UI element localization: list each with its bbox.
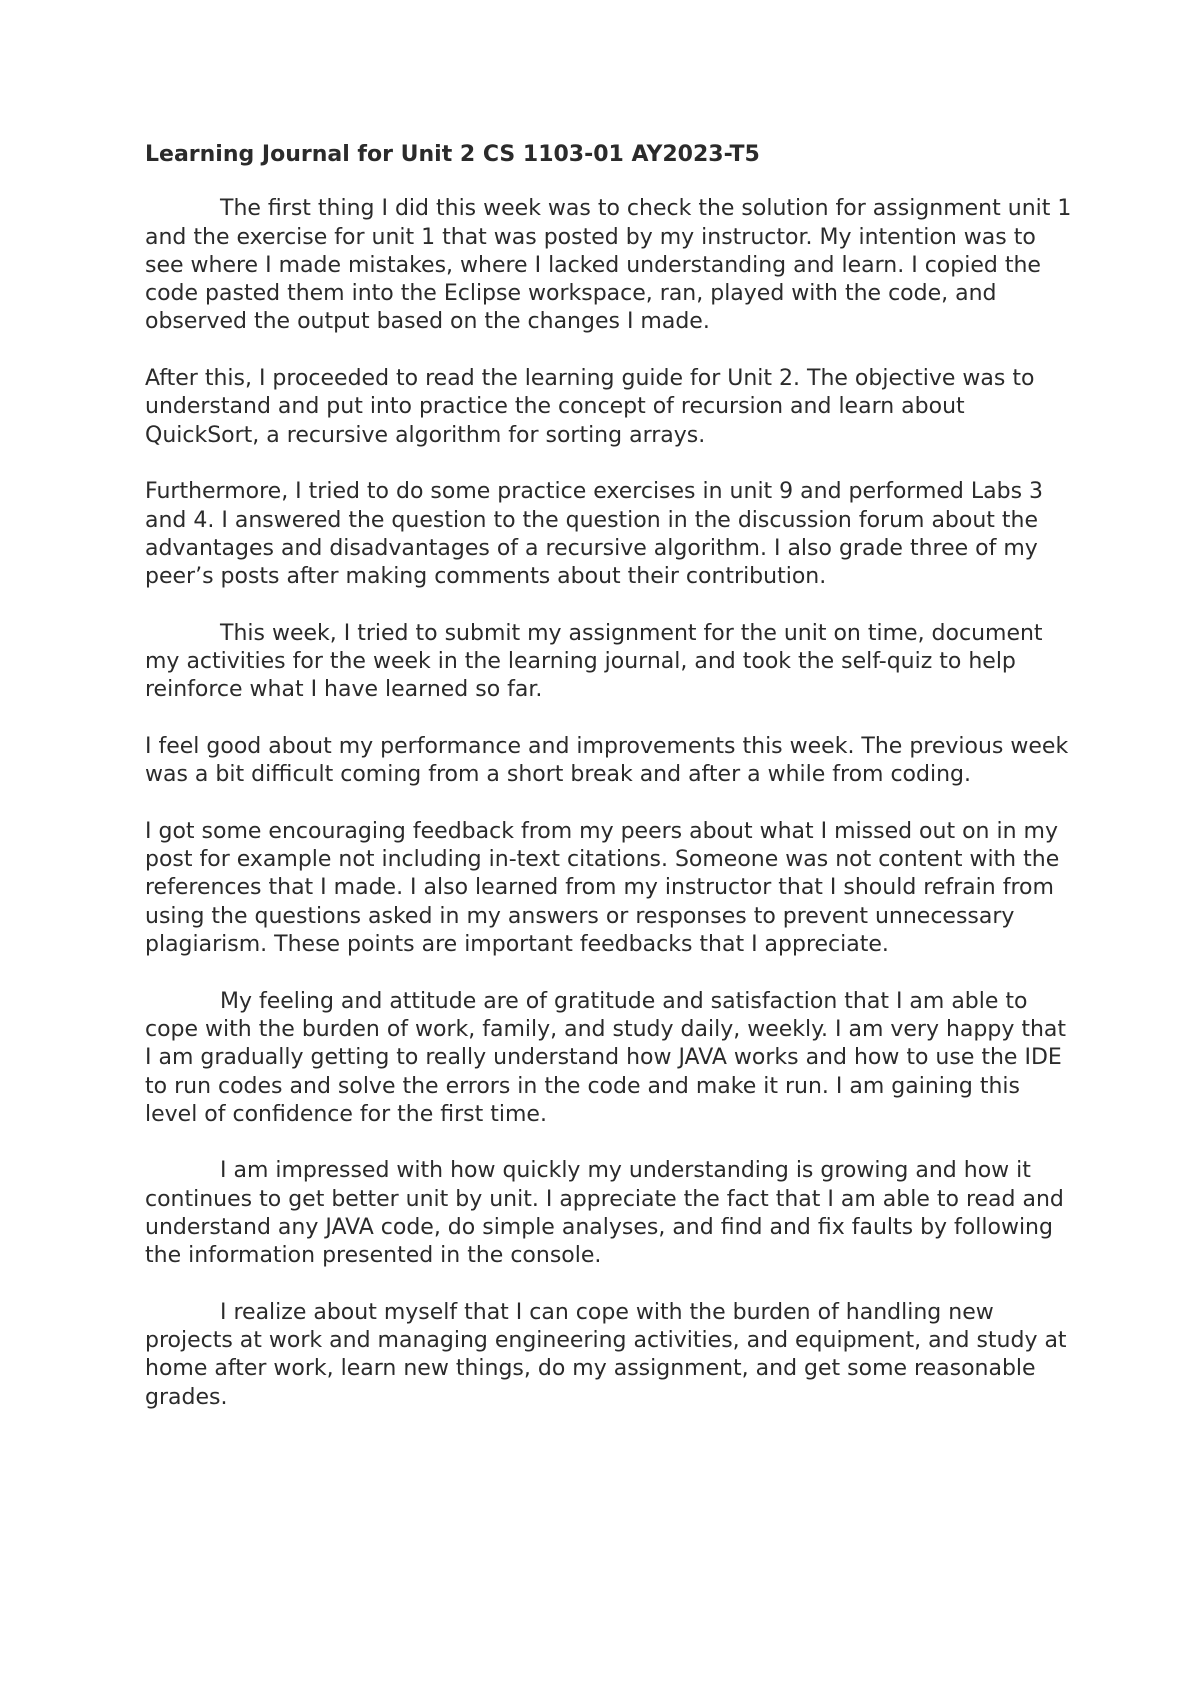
paragraph-8: I am impressed with how quickly my understanding is growing and how it continues to get better unit by unit. I appreciate the fact that I am able to read and understand any JAVA code, do simple analyses, and find and fix faults by following the information presented in the console.	[145, 1158, 1064, 1269]
paragraph-7: My feeling and attitude are of gratitude and satisfaction that I am able to cope with the burden of work, family, and study daily, weekly. I am very happy that I am gradually getting to really understand how JAVA works and how to use the IDE to run codes and solve the errors in the code and make it run. I am gaining this level of confidence for the first time.	[145, 988, 1067, 1127]
paragraph-2: After this, I proceeded to read the learning guide for Unit 2. The objective was to understand and put into practice the concept of recursion and learn about QuickSort, a recursive algorithm for sorting arrays.	[145, 366, 1035, 448]
paragraph-9: I realize about myself that I can cope with the burden of handling new projects at work and managing engineering activities, and equipment, and study at home after work, learn new things, do my assignment, and get some reasonable grades.	[145, 1299, 1067, 1410]
paragraph-4: This week, I tried to submit my assignment for the unit on time, document my activities for the week in the learning journal, and took the self-quiz to help reinforce what I have learned so far.	[145, 620, 1043, 703]
paragraph-5: I feel good about my performance and improvements this week. The previous week was a bit difficult coming from a short break and after a while from coding.	[145, 733, 1069, 788]
paragraph-1: The first thing I did this week was to check the solution for assignment unit 1 and the exercise for unit 1 that was posted by my instructor. My intention was to see where I made mistakes, where I lacked understanding and learn. I copied the code pasted them into the Eclipse workspace, ran, played with the code, and observed the output based on the changes I made.	[145, 196, 1072, 335]
paragraph-3: Furthermore, I tried to do some practice exercises in unit 9 and performed Labs 3 and 4. I answered the question to the question in the discussion forum about the advantages and disadvantages of a recursive algorithm. I also grade three of my peer’s posts after making comments about their contribution.	[145, 479, 1044, 590]
document-body	[145, 141, 1075, 1412]
paragraph-6: I got some encouraging feedback from my peers about what I missed out on in my post for example not including in-text citations. Someone was not content with the references that I made. I also learned from my instructor that I should refrain from using the questions asked in my answers or responses to prevent unnecessary plagiarism. These points are important feedbacks that I appreciate.	[145, 818, 1060, 958]
document-title: Learning Journal for Unit 2 CS 1103-01 AY2023-T5	[145, 142, 760, 167]
